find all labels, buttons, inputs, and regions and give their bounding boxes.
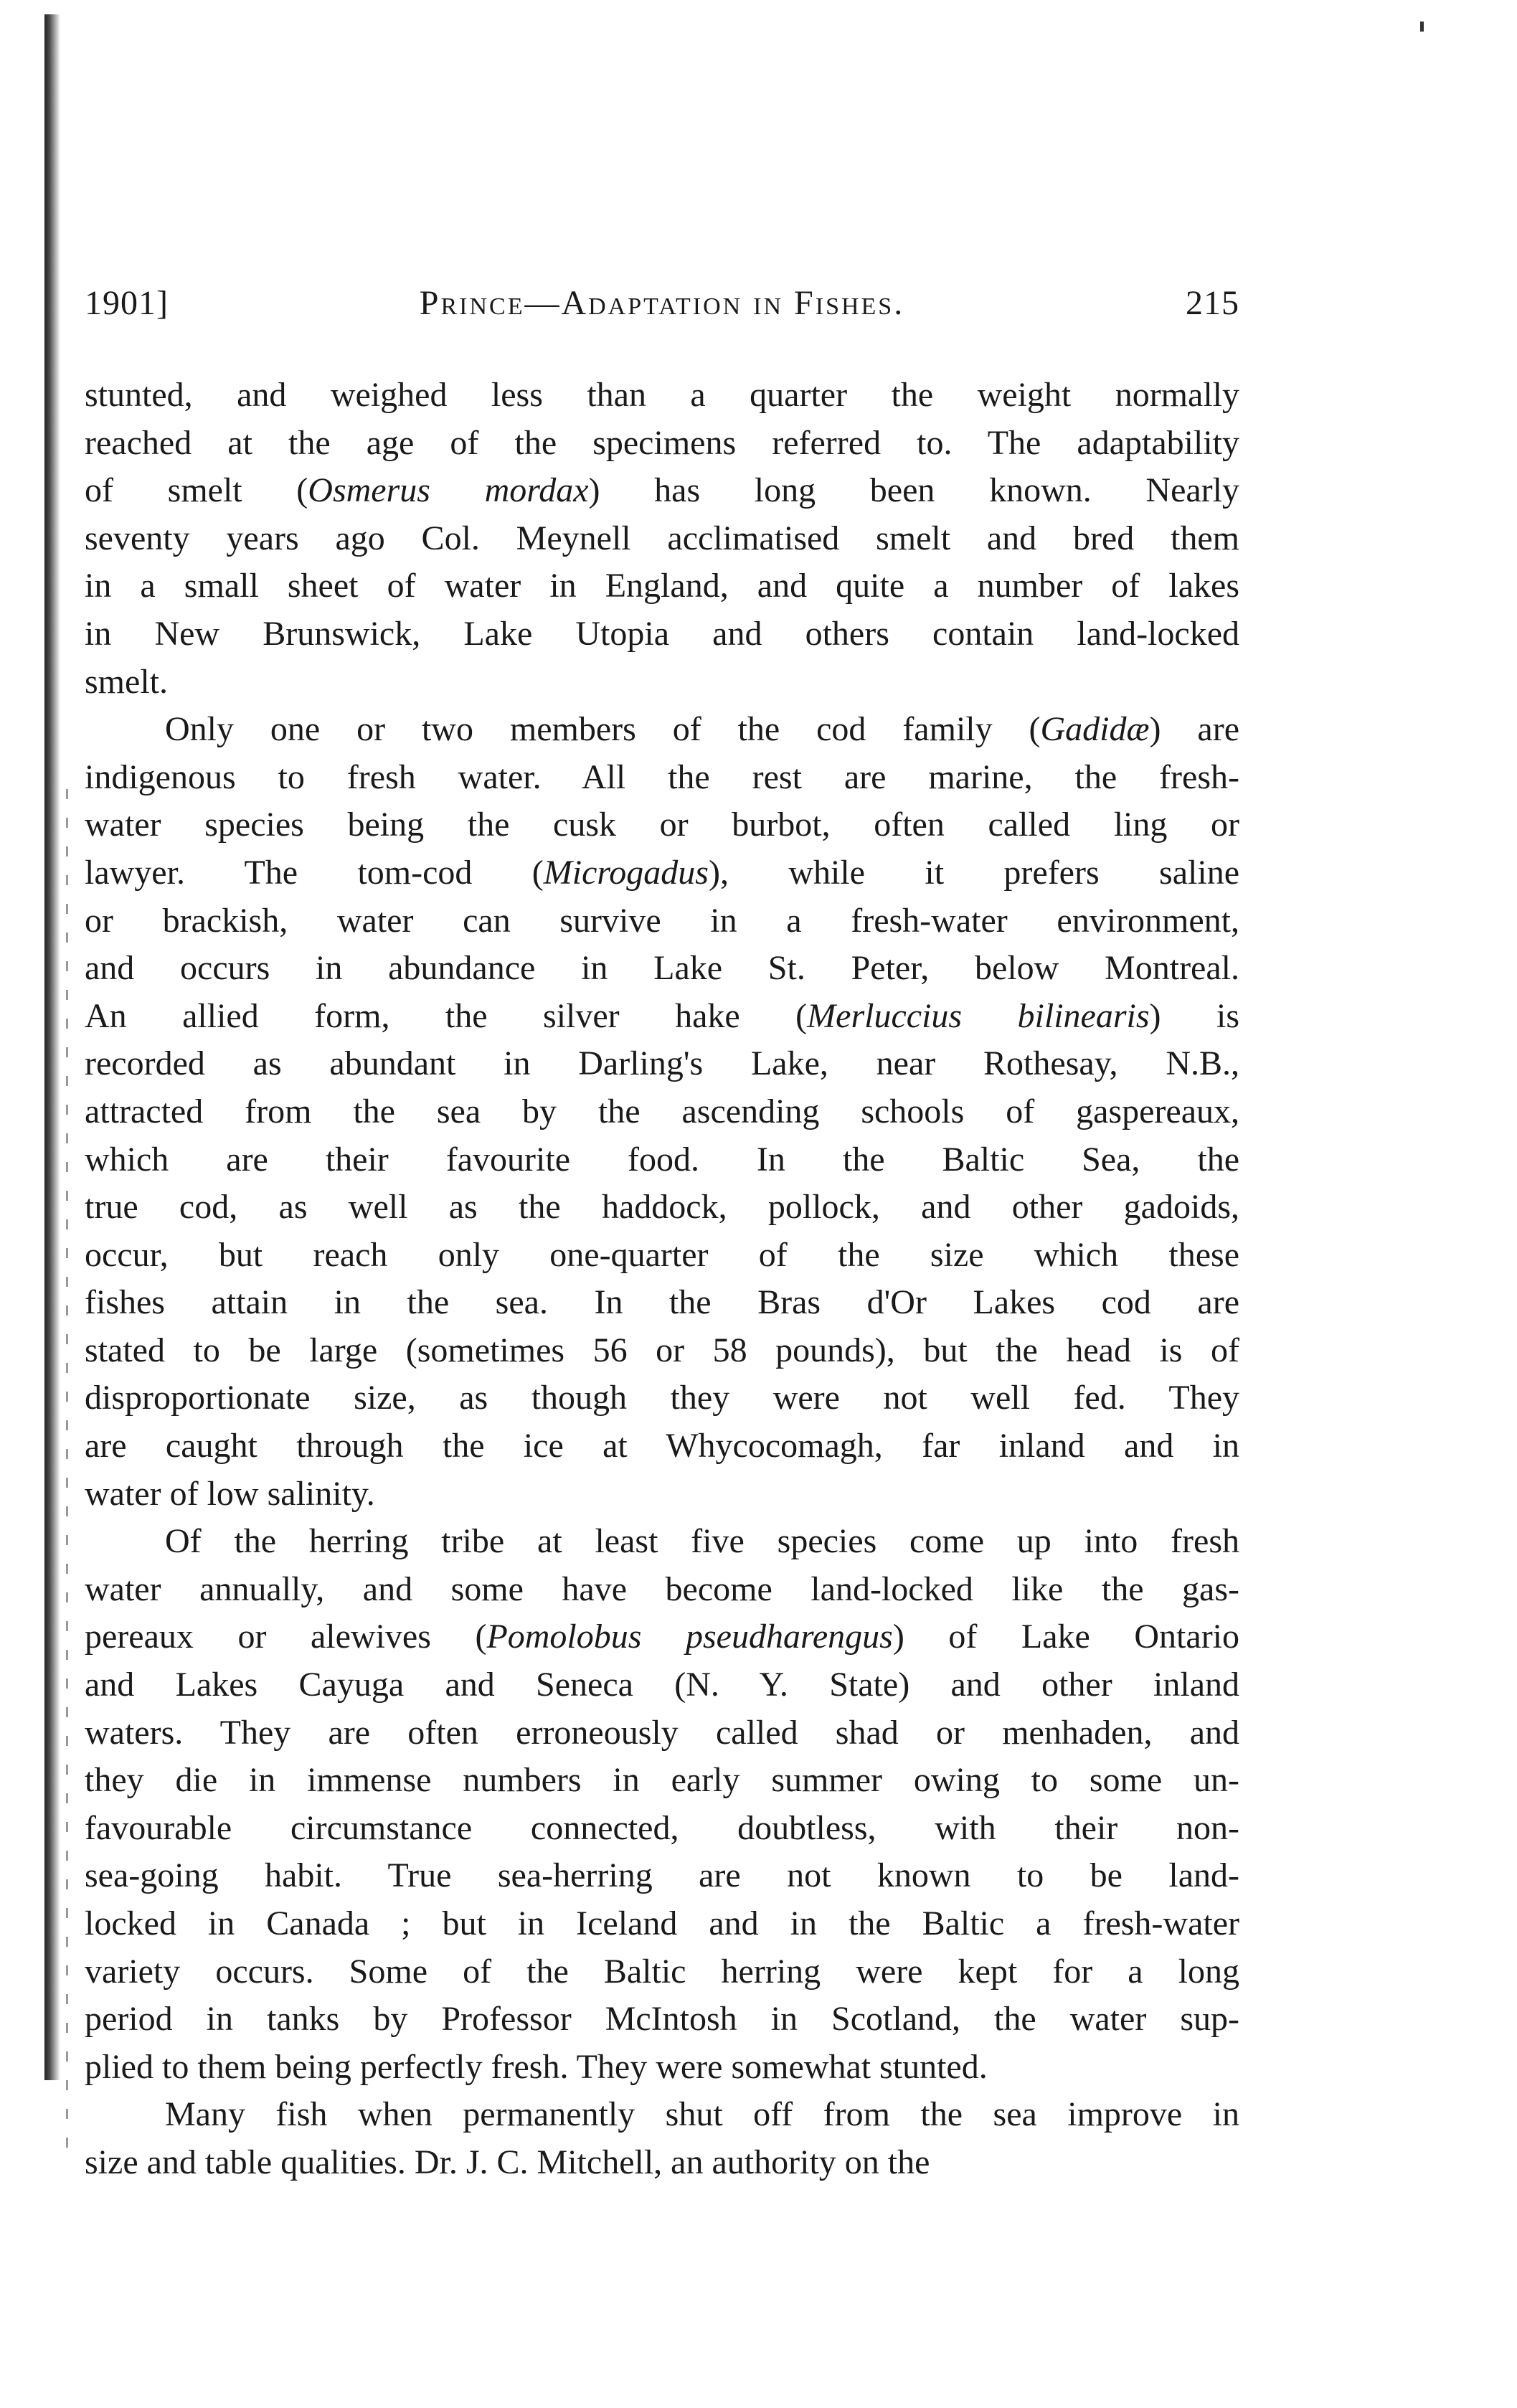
text-line: water of low salinity. — [85, 1474, 375, 1513]
text-line: plied to them being perfectly fresh. They were somewhat stunted. — [85, 2047, 988, 2086]
text-line: disproportionate size, as though they were not well fed. They — [85, 1379, 1239, 1417]
text-line: in New Brunswick, Lake Utopia and others contain land-locked — [85, 614, 1239, 653]
text-line: Only one or two members of the cod family (Gadidæ) are — [165, 710, 1240, 749]
text-line: seventy years ago Col. Meynell acclimatised smelt and bred them — [85, 519, 1239, 557]
header-year: 1901] — [85, 284, 169, 322]
text-line: reached at the age of the specimens referred to. The adaptability — [85, 423, 1239, 462]
text-line: and Lakes Cayuga and Seneca (N. Y. State) and other inland — [85, 1666, 1239, 1704]
text-line: attracted from the sea by the ascending schools of gaspereaux, — [85, 1092, 1239, 1130]
text-line: water species being the cusk or burbot, often called ling or — [85, 806, 1239, 844]
paragraph — [85, 2091, 1239, 2186]
text-line: stated to be large (sometimes 56 or 58 pounds), but the head is of — [85, 1331, 1239, 1369]
paragraph — [85, 706, 1239, 1518]
header-title: Prince—Adaptation in Fishes. — [419, 284, 905, 322]
text-line: recorded as abundant in Darling's Lake, near Rothesay, N.B., — [85, 1044, 1239, 1083]
text-line: water annually, and some have become land-locked like the gas- — [85, 1569, 1239, 1608]
text-line: variety occurs. Some of the Baltic herring were kept for a long — [85, 1952, 1239, 1991]
running-head — [85, 283, 1239, 334]
body-text — [85, 372, 1239, 2187]
text-line: are caught through the ice at Whycocomagh, far inland and in — [85, 1427, 1239, 1465]
text-line: lawyer. The tom-cod (Microgadus), while it prefers saline — [85, 853, 1239, 892]
text-line: Many fish when permanently shut off from the sea improve in — [165, 2095, 1239, 2134]
text-line: fishes attain in the sea. In the Bras d'Or Lakes cod are — [85, 1283, 1239, 1322]
text-line: indigenous to fresh water. All the rest are marine, the fresh- — [85, 757, 1239, 796]
text-line: true cod, as well as the haddock, pollock, and other gadoids, — [85, 1188, 1239, 1227]
page-binding-shadow — [66, 789, 68, 2152]
text-line: size and table qualities. Dr. J. C. Mitchell, an authority on the — [85, 2143, 930, 2181]
text-line: stunted, and weighed less than a quarter the weight normally — [85, 376, 1239, 414]
text-line: which are their favourite food. In the Baltic Sea, the — [85, 1140, 1239, 1179]
text-line: occur, but reach only one-quarter of the size which these — [85, 1235, 1239, 1274]
text-line: period in tanks by Professor McIntosh in Scotland, the water sup- — [85, 2000, 1239, 2039]
page-number: 215 — [1186, 284, 1239, 322]
text-line: of smelt (Osmerus mordax) has long been known. Nearly — [85, 471, 1239, 510]
page-binding-edge — [44, 14, 60, 2080]
text-line: waters. They are often erroneously called shad or menhaden, and — [85, 1713, 1239, 1752]
ink-speck — [1420, 22, 1424, 32]
text-line: locked in Canada ; but in Iceland and in the Baltic a fresh-water — [85, 1904, 1239, 1942]
text-line: Of the herring tribe at least five species come up into fresh — [165, 1522, 1239, 1561]
text-line: favourable circumstance connected, doubtless, with their non- — [85, 1808, 1239, 1847]
text-line: An allied form, the silver hake (Merluccius bilinearis) is — [85, 996, 1239, 1035]
text-line: or brackish, water can survive in a fresh-water environment, — [85, 901, 1239, 940]
text-line: smelt. — [85, 662, 168, 701]
text-line: sea-going habit. True sea-herring are not known to be land- — [85, 1856, 1239, 1895]
text-line: in a small sheet of water in England, and quite a number of lakes — [85, 567, 1239, 605]
text-line: pereaux or alewives (Pomolobus pseudharengus) of Lake Ontario — [85, 1618, 1240, 1656]
text-line: and occurs in abundance in Lake St. Peter, below Montreal. — [85, 949, 1239, 988]
paragraph — [85, 1518, 1239, 2091]
paragraph — [85, 372, 1239, 706]
text-line: they die in immense numbers in early summer owing to some un- — [85, 1761, 1239, 1800]
